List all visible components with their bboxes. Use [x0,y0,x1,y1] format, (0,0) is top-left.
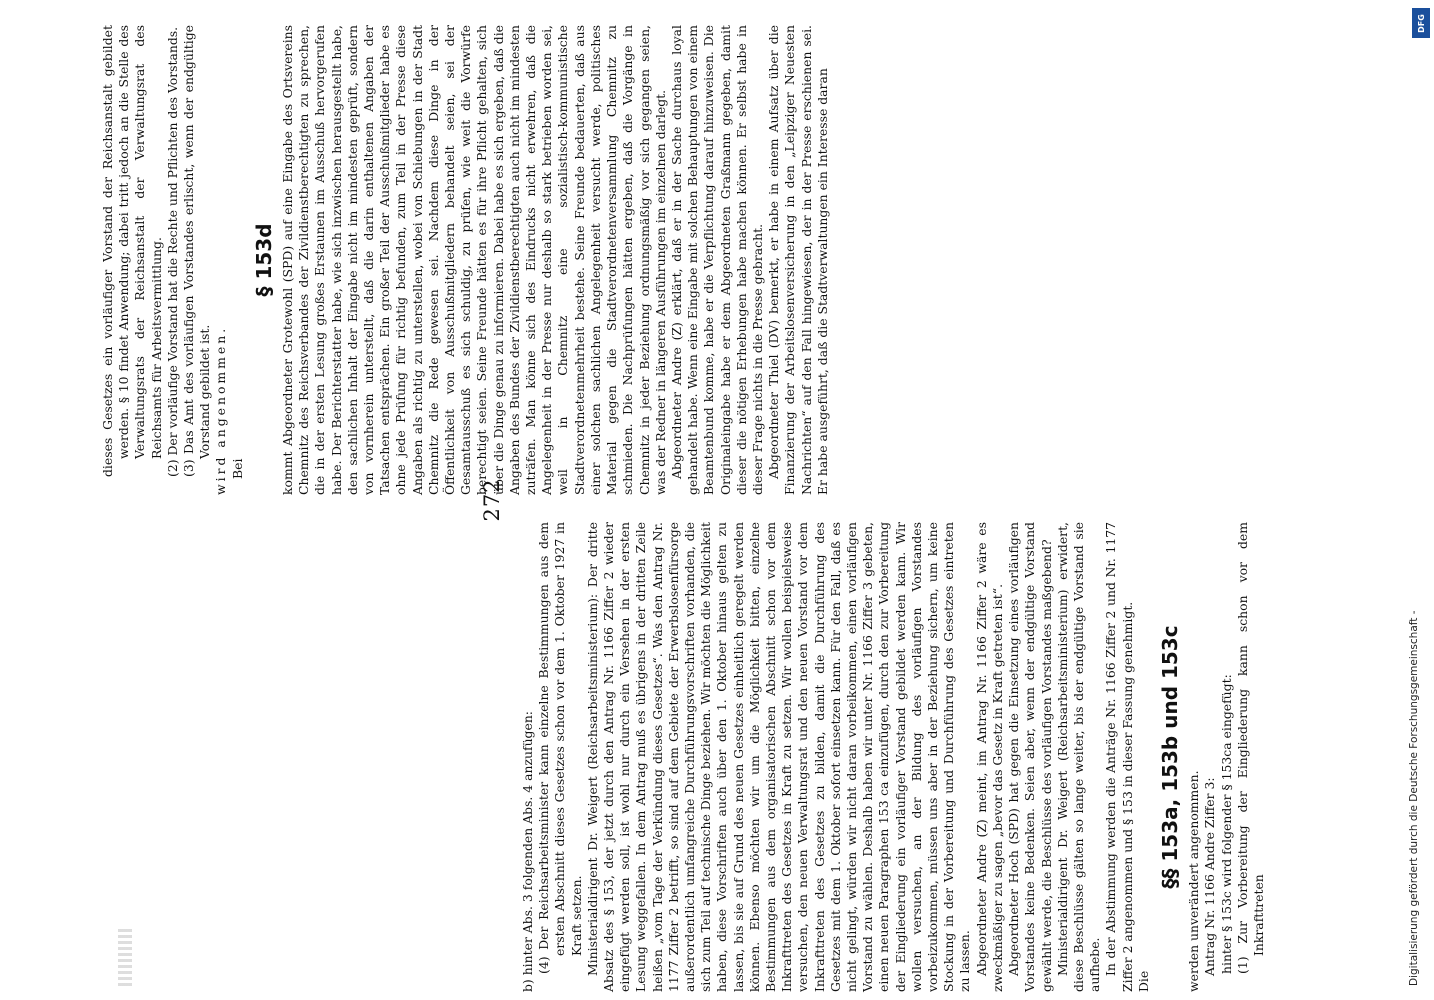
dfg-logo-label: DFG [1416,13,1426,33]
paragraph: Die [1135,970,1151,992]
paragraph: Ministerialdirigent Dr. Weigert (Reichsarbeitsministerium) erwidert, diese Beschlüsse gälten so lange weiter, bis der endgültige Vorstand sie aufhebe. [1054,522,1103,992]
paragraph: Antrag Nr. 1166 Andre Ziffer 3: [1202,777,1218,976]
paragraph: (3) Das Amt des vorläufigen Vorstandes erlischt, wenn der endgültige Vorstand gebildet ist. [181,25,213,477]
paragraph: b) hinter Abs. 3 folgenden Abs. 4 anzufügen: [520,711,535,992]
paragraph: Ministerialdirigent Dr. Weigert (Reichsarbeitsministerium): Der dritte Absatz des § 153, der jetzt durch den Antrag Nr. 1166 Ziffer 2 wieder eingefügt werden soll, ist wohl nur durch ein Versehen in der ersten Lesung weggefallen. In dem Antrag muß es übrigens in der dritten Zeile heißen „vom Tage der Verkündung dieses Gesetzes“. Was den Antrag Nr. 1177 Ziffer 2 betrifft, so sind auf dem Gebiete der Erwerbslosenfürsorge außerordentlich umfangreiche Durchführungsvorschriften vorhanden, die sich zum Teil auf technische Dinge beziehen. Wir möchten die Möglichkeit haben, diese Vorschriften auch über den 1. Oktober hinaus gelten zu lassen, bis sie auf Grund des neuen Gesetzes einheitlich geregelt werden können. Ebenso möchten wir um die Möglichkeit bitten, einzelne Bestimmungen aus dem organisatorischen Abschnitt schon vor dem Inkrafttreten des Gesetzes in Kraft zu setzen. Wir wollen beispielsweise versuchen, den neuen Verwaltungsrat und den neuen Vorstand vor dem Inkrafttreten des Gesetzes zu bilden, damit die Durchführung des Gesetzes mit dem 1. Oktober sofort einsetzen kann. Für den Fall, daß es nicht gelingt, würden wir nicht daran vorbeikommen, einen vorläufigen Vorstand zu wählen. Deshalb haben wir unter Nr. 1166 Ziffer 3 gebeten, einen neuen Paragraphen 153 ca einzufügen, durch den zur Vorbereitung der Eingliederung ein vorläufiger Vorstand gebildet werden kann. Wir wollen versuchen, an der Bildung des vorläufigen Vorstandes vorbeizukommen, müssen uns aber in der Beziehung sichern, um keine Stockung in der Vorbereitung und Durchführung des Gesetzes eintreten zu lassen. [584,522,973,992]
section-heading: §§ 153a, 153b und 153c [1157,625,1182,889]
paragraph: kommt Abgeordneter Grotewohl (SPD) auf eine Eingabe des Ortsvereins Chemnitz des Reichsverbandes der Zivildienstberechtigten zu sprechen, die in der ersten Lesung großes Erstaunen im Ausschuß hervorgerufen habe. Der Berichterstatter habe, wie sich inzwischen herausgestellt habe, den sachlichen Inhalt der Eingabe nicht im mindesten geprüft, sondern von vornherein unterstellt, daß die darin enthaltenen Angaben der Tatsachen entsprächen. Ein großer Teil der Ausschußmitglieder habe es ohne jede Prüfung für richtig befunden, zum Teil in der Presse diese Angaben als richtig zu unterstellen, wobei von Schiebungen in der Stadt Chemnitz die Rede gewesen sei. Nachdem diese Dinge in der Öffentlichkeit von Ausschußmitgliedern behandelt seien, sei der Gesamtausschuß es sich schuldig, zu prüfen, wie weit die Vorwürfe berechtigt seien. Seine Freunde hätten es für ihre Pflicht gehalten, sich über die Dinge genau zu informieren. Dabei habe es sich ergeben, daß die Angaben des Bundes der Zivildienstberechtigten auch nicht im mindesten zuträfen. Man könne sich des Eindrucks nicht erwehren, daß die Angelegenheit in der Presse nur deshalb so stark betrieben worden sei, weil in Chemnitz eine sozialistisch-kommunistische Stadtverordnetenmehrheit bestehe. Seine Freunde bedauerten, daß aus einer solchen sachlichen Angelegenheit versucht werde, politisches Material gegen die Stadtverordnetenversammlung Chemnitz zu schmieden. Die Nachprüfungen hätten ergeben, daß die Vorgänge in Chemnitz in jeder Beziehung ordnungsmäßig vor sich gegangen seien, was der Redner in längeren Ausführungen im einzelnen darlegt. [280,25,668,495]
funding-note [1404,0,1434,1000]
scan-smudge [118,926,132,986]
funding-note-text: Digitalisierung gefördert durch die Deutsche Forschungsgemeinschaft - [1408,610,1420,986]
paragraph: Abgeordneter Thiel (DV) bemerkt, er habe in einem Aufsatz über die Finanzierung der Arbeitslosenversicherung in den „Leipziger Neuesten Nachrichten“ auf den Fall hingewiesen, der in der Presse erschienen sei. Er habe ausgeführt, daß die Stadtverwaltungen ein Interesse daran [766,25,830,495]
left-column [520,522,1267,992]
paragraph: Abgeordneter Andre (Z) erklärt, daß er in der Sache durchaus loyal gehandelt habe. Wenn eine Eingabe mit solchen Behauptungen von einem Beamtenbund komme, habe er die Verpflichtung darauf hinzuweisen. Die Originaleingabe habe er dem Abgeordneten Graßmann gegeben, damit dieser die nötigen Erhebungen habe machen können. Er selbst habe in dieser Frage nichts in die Presse gebracht. [668,25,765,495]
paragraph: dieses Gesetzes ein vorläufiger Vorstand der Reichsanstalt gebildet werden. § 10 findet Anwendung; dabei tritt jedoch an die Stelle des Verwaltungsrats der Reichsanstalt der Verwaltungsrat des Reichsamts für Arbeitsvermittlung. [100,25,164,477]
right-column [100,25,831,495]
paragraph: Abgeordneter Hoch (SPD) hat gegen die Einsetzung eines vorläufigen Vorstandes keine Bedenken. Seien aber, wenn der endgültige Vorstand gewählt werde, die Beschlüsse des vorläufigen Vorstandes maßgebend? [1006,522,1054,992]
paragraph: Abgeordneter Andre (Z) meint, im Antrag Nr. 1166 Ziffer 2 wäre es zweckmäßiger zu sagen „bevor das Gesetz in Kraft getreten ist“. [973,522,1005,992]
paragraph: hinter § 153c wird folgender § 153ca eingefügt: [1218,674,1234,974]
paragraph: Bei [229,458,245,479]
paragraph: In der Abstimmung werden die Anträge Nr. 1166 Ziffer 2 und Nr. 1177 Ziffer 2 angenommen und § 153 in dieser Fassung genehmigt. [1103,522,1135,992]
section-heading: § 153d [251,223,276,297]
page-number: 272 [480,478,504,522]
paragraph: (4) Der Reichsarbeitsminister kann einzelne Bestimmungen aus dem ersten Abschnitt dieses Gesetzes schon vor dem 1. Oktober 1927 in Kraft setzen. [536,522,584,974]
paragraph: (1) Zur Vorbereitung der Eingliederung kann schon vor dem Inkrafttreten [1234,522,1266,974]
paragraph: wird angenommen. [213,325,229,495]
paragraph: werden unverändert angenommen. [1186,770,1202,992]
paragraph: (2) Der vorläufige Vorstand hat die Rechte und Pflichten des Vorstands. [164,26,180,477]
dfg-logo-icon [1412,8,1430,38]
